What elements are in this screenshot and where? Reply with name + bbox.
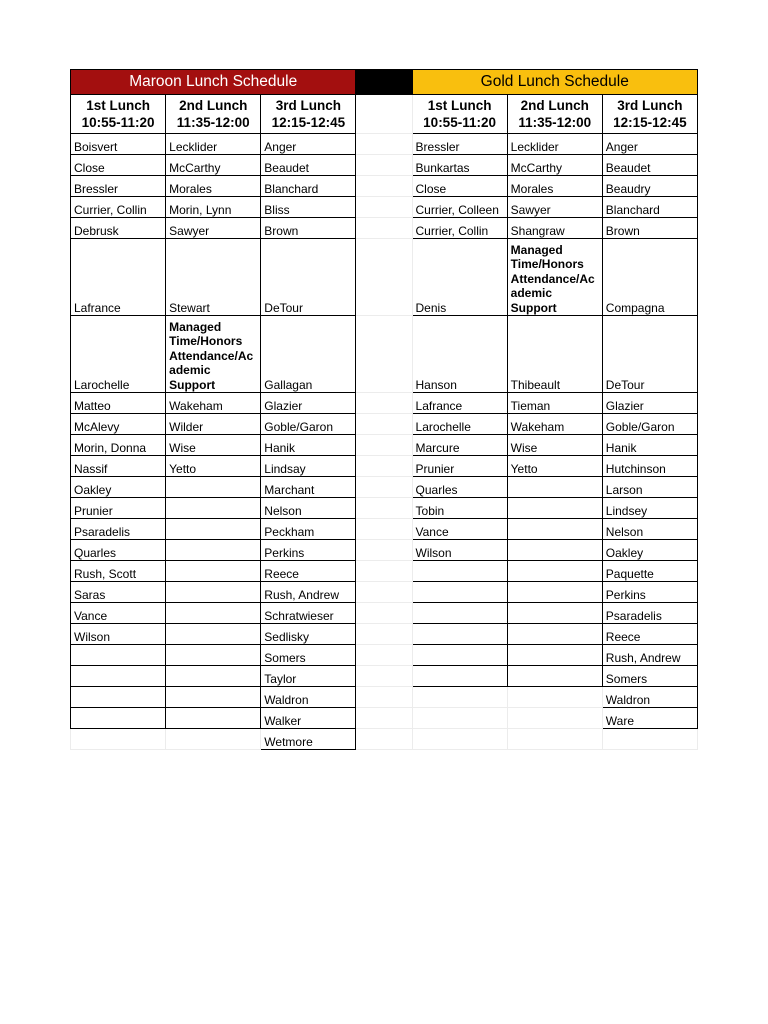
gold-col3-cell: Glazier [602, 393, 697, 414]
gold-col3-cell: Oakley [602, 540, 697, 561]
title-divider [356, 70, 412, 95]
table-row [71, 134, 698, 155]
gold-col1-cell: Marcure [412, 435, 507, 456]
maroon-col1-cell: Currier, Collin [71, 197, 166, 218]
schedule-table [70, 69, 698, 750]
maroon-col1-cell: Boisvert [71, 134, 166, 155]
gold-col3-cell: Larson [602, 477, 697, 498]
gold-col2-empty-cell [507, 561, 602, 582]
gold-col1-cell: Close [412, 176, 507, 197]
maroon-col1-cell: Lafrance [71, 239, 166, 316]
maroon-col2-cell: Morales [166, 176, 261, 197]
maroon-col2-cell: Sawyer [166, 218, 261, 239]
gold-col2-empty-cell [507, 666, 602, 687]
maroon-col1-cell: Psaradelis [71, 519, 166, 540]
gap-cell [356, 666, 412, 687]
gold-col1-cell: Vance [412, 519, 507, 540]
table-row [71, 603, 698, 624]
maroon-col1-cell: Oakley [71, 477, 166, 498]
gold-col1-empty-cell [412, 729, 507, 750]
maroon-header-3rd-lunch: 3rd Lunch 12:15-12:45 [261, 95, 356, 134]
maroon-col1-cell: Debrusk [71, 218, 166, 239]
table-row [71, 316, 698, 393]
maroon-col3-cell: Schratwieser [261, 603, 356, 624]
maroon-col3-cell: Blanchard [261, 176, 356, 197]
gold-col3-cell: Beaudry [602, 176, 697, 197]
maroon-col2-empty-cell [166, 666, 261, 687]
table-row [71, 155, 698, 176]
gold-col2-cell: Tieman [507, 393, 602, 414]
gap-cell [356, 624, 412, 645]
maroon-col1-cell: Rush, Scott [71, 561, 166, 582]
table-row [71, 561, 698, 582]
maroon-col2-empty-cell [166, 519, 261, 540]
maroon-col3-cell: Marchant [261, 477, 356, 498]
gold-col3-cell: Hanik [602, 435, 697, 456]
maroon-col1-empty-cell [71, 687, 166, 708]
gold-col2-empty-cell [507, 645, 602, 666]
maroon-col2-empty-cell [166, 603, 261, 624]
gap-cell [356, 435, 412, 456]
gold-col1-cell: Currier, Collin [412, 218, 507, 239]
table-row [71, 519, 698, 540]
table-row [71, 729, 698, 750]
maroon-col3-cell: Taylor [261, 666, 356, 687]
gold-col2-cell: McCarthy [507, 155, 602, 176]
maroon-col1-empty-cell [71, 666, 166, 687]
gap-cell [356, 561, 412, 582]
gold-col1-empty-cell [412, 624, 507, 645]
maroon-col3-cell: Gallagan [261, 316, 356, 393]
maroon-col1-cell: Quarles [71, 540, 166, 561]
gold-col2-cell: Yetto [507, 456, 602, 477]
gold-col3-cell: Psaradelis [602, 603, 697, 624]
maroon-col3-cell: Peckham [261, 519, 356, 540]
gold-col1-empty-cell [412, 603, 507, 624]
gold-col3-cell: Brown [602, 218, 697, 239]
gold-col1-empty-cell [412, 687, 507, 708]
gold-col2-empty-cell [507, 603, 602, 624]
gold-col1-cell: Hanson [412, 316, 507, 393]
gap-cell [356, 155, 412, 176]
maroon-col3-cell: Hanik [261, 435, 356, 456]
maroon-col1-cell: Vance [71, 603, 166, 624]
maroon-col1-empty-cell [71, 645, 166, 666]
table-row [71, 582, 698, 603]
gold-col3-cell: Perkins [602, 582, 697, 603]
gap-cell [356, 603, 412, 624]
maroon-col3-cell: Waldron [261, 687, 356, 708]
maroon-col2-cell: Wise [166, 435, 261, 456]
gold-col3-empty-cell [602, 729, 697, 750]
maroon-col3-cell: Lindsay [261, 456, 356, 477]
gap-cell [356, 197, 412, 218]
gold-col3-cell: Somers [602, 666, 697, 687]
maroon-col3-cell: Anger [261, 134, 356, 155]
gold-col2-cell: Wise [507, 435, 602, 456]
gap-cell [356, 477, 412, 498]
gold-col1-empty-cell [412, 666, 507, 687]
gold-col2-cell: Lecklider [507, 134, 602, 155]
maroon-col3-cell: Bliss [261, 197, 356, 218]
table-row [71, 708, 698, 729]
gold-col1-cell: Currier, Colleen [412, 197, 507, 218]
gold-col1-cell: Tobin [412, 498, 507, 519]
gold-col1-cell: Lafrance [412, 393, 507, 414]
gold-col2-empty-cell [507, 624, 602, 645]
gap-cell [356, 316, 412, 393]
gold-col3-cell: Rush, Andrew [602, 645, 697, 666]
gold-col2-cell: Shangraw [507, 218, 602, 239]
maroon-col3-cell: Wetmore [261, 729, 356, 750]
maroon-col3-cell: Goble/Garon [261, 414, 356, 435]
gold-col1-cell: Bunkartas [412, 155, 507, 176]
maroon-col3-cell: Walker [261, 708, 356, 729]
maroon-col1-empty-cell [71, 708, 166, 729]
gap-cell [356, 540, 412, 561]
gold-col3-cell: Waldron [602, 687, 697, 708]
table-row [71, 477, 698, 498]
maroon-col2-cell: Wilder [166, 414, 261, 435]
maroon-col3-cell: Somers [261, 645, 356, 666]
maroon-col2-cell: Wakeham [166, 393, 261, 414]
gold-col3-cell: Beaudet [602, 155, 697, 176]
maroon-col1-cell: Nassif [71, 456, 166, 477]
gold-col1-cell: Larochelle [412, 414, 507, 435]
maroon-col2-empty-cell [166, 561, 261, 582]
gold-col1-cell: Wilson [412, 540, 507, 561]
gold-col2-cell: Sawyer [507, 197, 602, 218]
maroon-col1-cell: Larochelle [71, 316, 166, 393]
gold-col3-cell: Goble/Garon [602, 414, 697, 435]
gap-cell [356, 729, 412, 750]
table-row [71, 645, 698, 666]
table-row [71, 414, 698, 435]
table-row [71, 687, 698, 708]
table-row [71, 393, 698, 414]
gold-col2-empty-cell [507, 582, 602, 603]
table-row [71, 197, 698, 218]
gold-col1-empty-cell [412, 708, 507, 729]
table-row [71, 666, 698, 687]
maroon-col1-cell: Close [71, 155, 166, 176]
gold-col1-cell: Prunier [412, 456, 507, 477]
gold-schedule-title: Gold Lunch Schedule [412, 70, 697, 95]
maroon-col1-cell: McAlevy [71, 414, 166, 435]
gold-header-3rd-lunch: 3rd Lunch 12:15-12:45 [602, 95, 697, 134]
gold-col2-cell: Wakeham [507, 414, 602, 435]
gold-col3-cell: Paquette [602, 561, 697, 582]
gold-header-2nd-lunch: 2nd Lunch 11:35-12:00 [507, 95, 602, 134]
maroon-header-2nd-lunch: 2nd Lunch 11:35-12:00 [166, 95, 261, 134]
gap-cell [356, 176, 412, 197]
table-row [71, 176, 698, 197]
gap-cell [356, 498, 412, 519]
maroon-col2-empty-cell [166, 708, 261, 729]
gap-cell [356, 239, 412, 316]
maroon-col3-cell: DeTour [261, 239, 356, 316]
gap-cell [356, 95, 412, 134]
gold-col2-empty-cell [507, 498, 602, 519]
maroon-col2-cell: Morin, Lynn [166, 197, 261, 218]
maroon-col1-cell: Prunier [71, 498, 166, 519]
maroon-col2-cell: Yetto [166, 456, 261, 477]
maroon-col1-empty-cell [71, 729, 166, 750]
gap-cell [356, 456, 412, 477]
gold-col2-empty-cell [507, 729, 602, 750]
maroon-col2-empty-cell [166, 687, 261, 708]
maroon-col3-cell: Perkins [261, 540, 356, 561]
gold-col3-cell: Reece [602, 624, 697, 645]
gold-col2-empty-cell [507, 687, 602, 708]
table-row [71, 624, 698, 645]
gold-col1-cell: Denis [412, 239, 507, 316]
table-row [71, 239, 698, 316]
gap-cell [356, 519, 412, 540]
gold-col3-cell: Hutchinson [602, 456, 697, 477]
maroon-col3-cell: Nelson [261, 498, 356, 519]
maroon-col2-cell: Lecklider [166, 134, 261, 155]
maroon-col3-cell: Beaudet [261, 155, 356, 176]
maroon-col3-cell: Rush, Andrew [261, 582, 356, 603]
table-row [71, 540, 698, 561]
gold-col1-cell: Quarles [412, 477, 507, 498]
maroon-col2-cell: Stewart [166, 239, 261, 316]
gold-col2-empty-cell [507, 519, 602, 540]
maroon-col2-empty-cell [166, 624, 261, 645]
maroon-col2-cell: Managed Time/Honors Attendance/Ac ademic Support [166, 316, 261, 393]
gap-cell [356, 645, 412, 666]
gold-col2-cell: Thibeault [507, 316, 602, 393]
maroon-col2-empty-cell [166, 729, 261, 750]
maroon-col2-cell: McCarthy [166, 155, 261, 176]
gap-cell [356, 218, 412, 239]
maroon-col2-empty-cell [166, 540, 261, 561]
maroon-col3-cell: Glazier [261, 393, 356, 414]
maroon-col3-cell: Brown [261, 218, 356, 239]
maroon-col1-cell: Wilson [71, 624, 166, 645]
gold-col2-empty-cell [507, 477, 602, 498]
gold-col1-cell: Bressler [412, 134, 507, 155]
maroon-schedule-title: Maroon Lunch Schedule [71, 70, 356, 95]
gap-cell [356, 134, 412, 155]
gold-col3-cell: Nelson [602, 519, 697, 540]
gold-col2-empty-cell [507, 540, 602, 561]
gold-col2-cell: Morales [507, 176, 602, 197]
maroon-col3-cell: Sedlisky [261, 624, 356, 645]
table-row [71, 218, 698, 239]
gap-cell [356, 414, 412, 435]
gold-col3-cell: Compagna [602, 239, 697, 316]
maroon-col1-cell: Bressler [71, 176, 166, 197]
gold-col3-cell: Anger [602, 134, 697, 155]
maroon-col2-empty-cell [166, 498, 261, 519]
lunch-schedule-sheet [70, 69, 698, 750]
gold-col3-cell: Blanchard [602, 197, 697, 218]
maroon-header-1st-lunch: 1st Lunch 10:55-11:20 [71, 95, 166, 134]
table-row [71, 435, 698, 456]
gold-col1-empty-cell [412, 582, 507, 603]
maroon-col2-empty-cell [166, 645, 261, 666]
gold-header-1st-lunch: 1st Lunch 10:55-11:20 [412, 95, 507, 134]
table-row [71, 456, 698, 477]
gap-cell [356, 708, 412, 729]
gold-col3-cell: DeTour [602, 316, 697, 393]
gold-col2-cell: Managed Time/Honors Attendance/Ac ademic Support [507, 239, 602, 316]
gold-col3-cell: Lindsey [602, 498, 697, 519]
maroon-col1-cell: Morin, Donna [71, 435, 166, 456]
gold-col3-cell: Ware [602, 708, 697, 729]
gold-col2-empty-cell [507, 708, 602, 729]
maroon-col2-empty-cell [166, 477, 261, 498]
maroon-col2-empty-cell [166, 582, 261, 603]
gap-cell [356, 582, 412, 603]
gold-col1-empty-cell [412, 561, 507, 582]
maroon-col3-cell: Reece [261, 561, 356, 582]
gold-col1-empty-cell [412, 645, 507, 666]
gap-cell [356, 687, 412, 708]
maroon-col1-cell: Matteo [71, 393, 166, 414]
maroon-col1-cell: Saras [71, 582, 166, 603]
table-row [71, 498, 698, 519]
gap-cell [356, 393, 412, 414]
